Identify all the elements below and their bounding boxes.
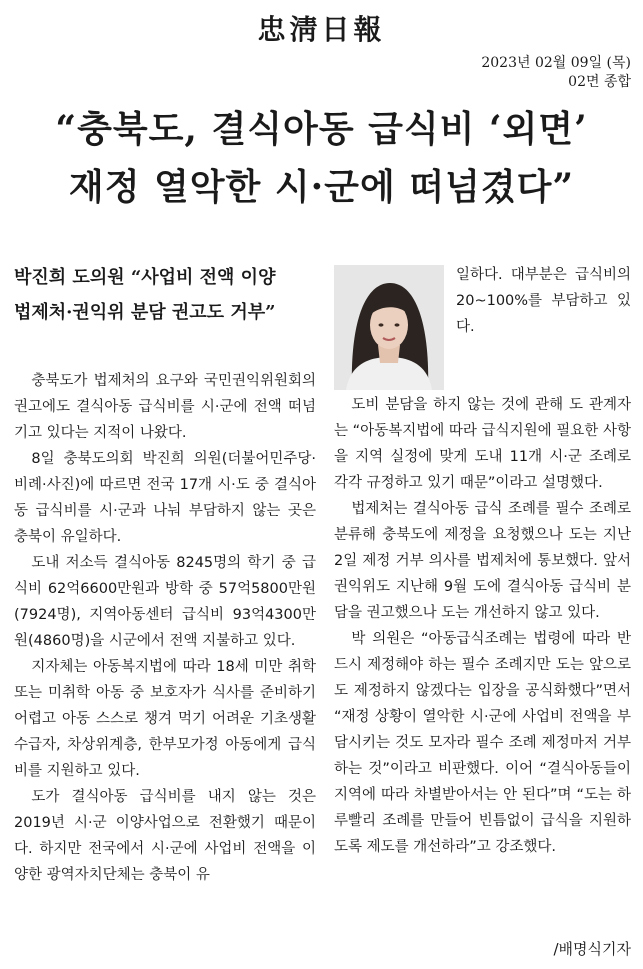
subhead-line-1: 박진희 도의원 “사업비 전액 이양 [14,267,276,288]
reporter-byline: /배명식기자 [553,940,631,958]
headline-line-2: 재정 열악한 시·군에 떠넘겼다” [68,166,575,208]
paragraph: 8일 충북도의회 박진희 의원(더불어민주당·비례·사진)에 따르면 전국 17개 시·도 중 결식아동 급식비를 시·군과 나눠 부담하지 않는 곳은 충북이 유일하다. [14,451,316,545]
dateline [481,54,631,92]
headline-line-1: “충북도, 결식아동 급식비 ‘외면’ [55,108,588,150]
paragraph: 박 의원은 “아동급식조례는 법령에 따라 반드시 제정해야 하는 필수 조례지만 도는 앞으로도 제정하지 않겠다는 입장을 공식화했다”면서 “재정 상황이 열악한 시·군에 사업비 전액을 부담시키는 것도 모자라 필수 조례 제정마저 거부하는 것”이라고 비판했다. 이어 “결식아동들이 지역에 따라 차별받아서는 안 된다”며 “도는 하루빨리 조례를 만들어 빈틈없이 급식을 지원하도록 제도를 개선하라”고 강조했다. [334,631,631,855]
paragraph: 도내 저소득 결식아동 8245명의 학기 중 급식비 62억6600만원과 방학 중 57억5800만원(7924명), 지역아동센터 급식비 93억4300만원(4860명)을 시군에서 전액 지불하고 있다. [14,555,316,649]
paragraph: 도가 결식아동 급식비를 내지 않는 것은 2019년 시·군 이양사업으로 전환했기 때문이다. 하지만 전국에서 시·군에 사업비 전액을 이양한 광역자치단체는 충북이 유 [14,789,316,883]
article-body-left-column [14,368,316,888]
paragraph: 지자체는 아동복지법에 따라 18세 미만 취학 또는 미취학 아동 중 보호자가 식사를 준비하기 어렵고 아동 스스로 챙겨 먹기 어려운 기초생활수급자, 차상위계층, 한부모가정 아동에게 급식비를 지원하고 있다. [14,659,316,779]
article-body-right-top [456,262,631,340]
article-subheadline [14,260,329,330]
paragraph: 법제처는 결식아동 급식 조례를 필수 조례로 분류해 충북도에 제정을 요청했으나 도는 지난 2일 제정 거부 의사를 법제처에 통보했다. 앞서 권익위도 지난해 9월 도에 결식아동 급식비 분담을 권고했으나 도는 개선하지 않고 있다. [334,501,631,621]
portrait-photo [334,265,444,390]
publish-date: 2023년 02월 09일 (목) [481,55,631,71]
portrait-photo-icon [334,265,444,390]
article-headline [0,100,643,216]
page-section: 02면 종합 [568,74,631,90]
paragraph: 일하다. 대부분은 급식비의 20~100%를 부담하고 있다. [456,267,631,335]
article-body-right-column [334,392,631,860]
subhead-line-2: 법제처·권익위 분담 권고도 거부” [14,302,276,323]
newspaper-masthead: 忠淸日報 [257,13,386,46]
paragraph: 충북도가 법제처의 요구와 국민권익위원회의 권고에도 결식아동 급식비를 시·군에 전액 떠넘기고 있다는 지적이 나왔다. [14,373,316,441]
paragraph: 도비 분담을 하지 않는 것에 관해 도 관계자는 “아동복지법에 따라 급식지원에 필요한 사항을 지역 실정에 맞게 도내 11개 시·군 조례로 각각 규정하고 있기 때문”이라고 설명했다. [334,397,631,491]
